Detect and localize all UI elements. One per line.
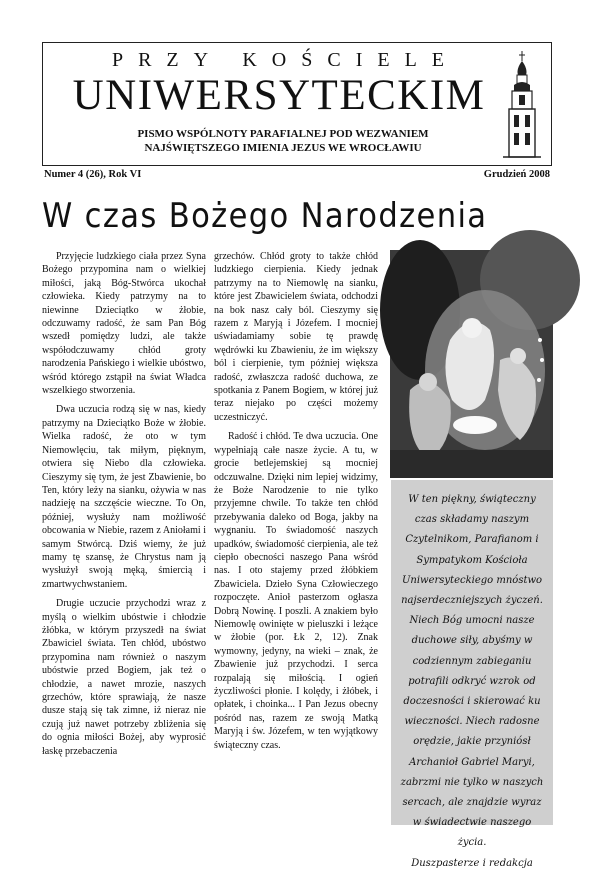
- greeting-signature: Duszpasterze i redakcja: [411, 857, 533, 869]
- article-column-2: [214, 250, 378, 758]
- article-paragraph: Przyjęcie ludzkiego ciała przez Syna Bożego przypomina nam o wielkiej miłości, jaką Bóg-Stwórca ukochał człowieka. Kiedy patrzymy na to niewinne Dzieciątko w żłobie, odczuwamy radość, że sam Pan Bóg wszedł pomiędzy ludzi, ale także współodczuwamy chłód groty narodzenia Pańskiego i wielkie ubóstwo, wśród którego zstąpił na świat Władca wszelkiego stworzenia.: [42, 251, 206, 397]
- church-tower-icon: [499, 49, 545, 161]
- christmas-greeting-box: [391, 480, 553, 869]
- masthead-subtitle: [43, 127, 523, 155]
- masthead: [42, 42, 552, 166]
- article-paragraph: grzechów. Chłód groty to także chłód ludzkiego cierpienia. Kiedy jednak patrzymy na to Niemowlę na sianku, które jest Zbawicielem świata, odchodzi na bok nasz cały ból. Cieszymy się razem z Maryją i Józefem. I mocniej uświadamiamy sobie tę prawdę wędrówki ku Zbawieniu, że im większy ból i cierpienie, tym później większa radość, zwłaszcza radość duchowa, ze spotkania z Panem Bogiem, w której już teraz niejako po części możemy uczestniczyć.: [214, 251, 378, 423]
- article-paragraph: Drugie uczucie przychodzi wraz z myślą o wielkim ubóstwie i chłodzie żłóbka, w którym przyszedł na świat Zbawiciel świata. Ten chłód, ubóstwo przypomina nam również o naszym ubóstwie przed Bogiem, jak też o chłodzie, a nawet mrozie, naszych grzechów, które sprawiają, że nasze dusze stają się tak zimne, iż nieraz nie czują już nawet potrzeby zbliżenia się do ognia miłości Bożej, aby wyprosić łaskę przebaczenia: [42, 598, 206, 757]
- article-headline: W czas Bożego Narodzenia: [42, 196, 488, 236]
- masthead-top-line: PRZY KOŚCIELE: [111, 49, 460, 71]
- masthead-subtitle-line-1: PISMO WSPÓLNOTY PARAFIALNEJ POD WEZWANIEM: [137, 128, 429, 140]
- issue-line: [42, 168, 552, 184]
- article-column-1: [42, 250, 206, 764]
- masthead-title: UNIWERSYTECKIM: [72, 72, 486, 119]
- greeting-text: W ten piękny, świąteczny czas składamy naszym Czytelnikom, Parafianom i Sympatykom Kościoła Uniwersyteckiego mnóstwo najserdeczniejszych życzeń. Niech Bóg umocni nasze duchowe siły, abyśmy w codziennym zabieganiu potrafili odkryć wzrok od doczesności i skierować ku wieczności. Niech radosne orędzie, jakie przyniósł Archanioł Gabriel Maryi, zabrzmi nie tylko w naszych sercach, ale znajdzie wyraz w świadectwie naszego życia.: [400, 494, 544, 849]
- issue-number: Numer 4 (26), Rok VI: [44, 169, 142, 180]
- article-paragraph: Radość i chłód. Te dwa uczucia. One wypełniają całe nasze życie. A tu, w grocie betlejemskiej są mocniej odczuwalne. Dzięki nim lepiej widzimy, że Boże Narodzenie to nie tylko przyjemne chwile. To także ten chłód przebywania daleko od Boga, jakby na wygnaniu. To świadomość naszych upadków, świadomość cierpienia, ale też ciepło obecności naszego Pana wśród nas. I oto stajemy przed żłóbkiem Zbawiciela. Dzieło Syna Człowieczego rozpoczęte. Anioł pasterzom ogłasza Dobrą Nowinę. I poszli. A znakiem było Niemowlę owinięte w pieluszki i leżące w żłobie (por. Łk 2, 12). Znak wymowny, jedyny, na wieki – znak, że Zbawienie już przychodzi. I serca rozpalają się miłością. I ogień życzliwości płonie. I kolędy, i żłóbek, i opłatek, i choinka... I Pan Jezus obecny pośród nas, razem ze swoją Matką Maryją i św. Józefem, w ten wyjątkowy świąteczny czas.: [214, 431, 378, 751]
- nativity-scene-photo: [390, 250, 553, 478]
- article-paragraph: Dwa uczucia rodzą się w nas, kiedy patrzymy na Dzieciątko Boże w żłobie. Wielka radość, że oto w tym Niemowlęciu, tak miłym, pięknym, otwiera się Niebo dla człowieka. Cieszymy się tym, że jest Zbawienie, bo Ten, który leży na sianku, ożywia w nas nadzieję na szczęście wieczne. To On, później, wysłuży nam możliwość obcowania w Niebie, razem z Aniołami i samym Stwórcą. Dziś wiemy, że już mamy tę szansę, że Chrystus nam ją wysłużył swoją męką, śmiercią i zmartwychwstaniem.: [42, 404, 206, 590]
- issue-date: Grudzień 2008: [483, 169, 550, 180]
- masthead-subtitle-line-2: NAJŚWIĘTSZEGO IMIENIA JEZUS WE WROCŁAWIU: [144, 142, 422, 154]
